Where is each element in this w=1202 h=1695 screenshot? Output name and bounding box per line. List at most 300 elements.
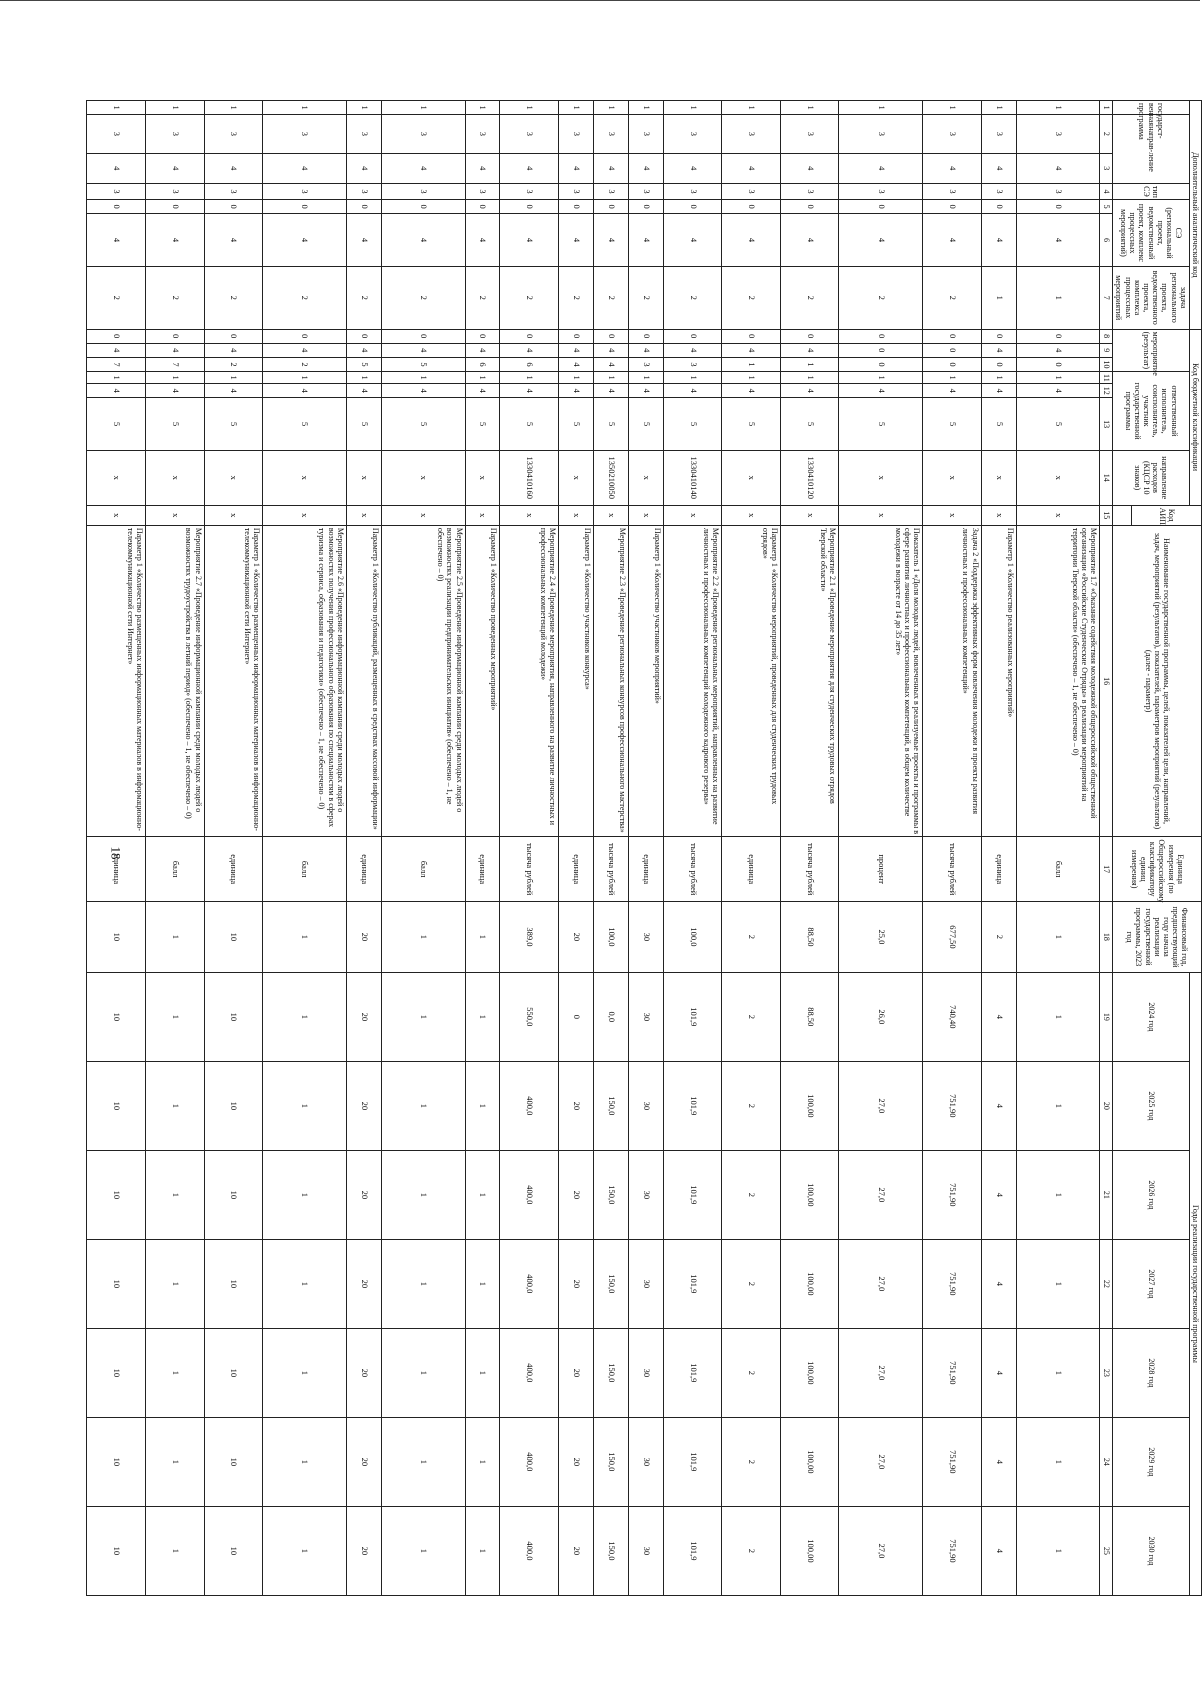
table-row — [593, 101, 628, 1596]
code-cell: 0 — [722, 329, 781, 343]
code-cell: х — [465, 450, 500, 505]
year-value-cell: 751,90 — [923, 1417, 982, 1506]
code-cell: 0 — [981, 200, 1016, 214]
base-year-cell: 2 — [722, 902, 781, 973]
year-value-cell: 100,00 — [780, 1061, 839, 1150]
header-aip-empty — [1113, 505, 1132, 525]
code-cell: 5 — [923, 398, 982, 451]
header-budget-code: Код бюджетной классификации — [1189, 329, 1201, 505]
year-value-cell: 1 — [1016, 1150, 1100, 1239]
year-value-cell: 30 — [628, 1239, 663, 1328]
code-cell: 3 — [981, 115, 1016, 153]
code-cell: 1 — [839, 101, 923, 115]
code-cell: 5 — [1016, 398, 1100, 451]
column-number: 16 — [1100, 525, 1113, 837]
unit-cell: единица — [346, 837, 381, 902]
page-number: 18 — [108, 846, 123, 860]
year-value-cell: 1 — [1016, 1239, 1100, 1328]
table-row — [465, 101, 500, 1596]
year-value-cell: 400,0 — [500, 1506, 559, 1595]
code-cell: 4 — [204, 153, 263, 183]
code-cell: 5 — [346, 357, 381, 371]
year-value-cell: 30 — [628, 1506, 663, 1595]
column-number: 21 — [1100, 1150, 1113, 1239]
code-cell: х — [1016, 505, 1100, 525]
unit-cell: единица — [465, 837, 500, 902]
table-row — [346, 101, 381, 1596]
code-cell: 0 — [263, 329, 347, 343]
code-cell: х — [839, 505, 923, 525]
code-cell: 4 — [559, 357, 594, 371]
code-cell: 1 — [923, 372, 982, 384]
code-cell: 2 — [628, 266, 663, 329]
code-cell: 0 — [1016, 357, 1100, 371]
code-cell: х — [500, 505, 559, 525]
year-value-cell: 10 — [87, 1506, 146, 1595]
column-number: 2 — [1100, 115, 1113, 153]
code-cell: х — [981, 505, 1016, 525]
year-value-cell: 100,00 — [780, 1239, 839, 1328]
year-value-cell: 1 — [465, 1061, 500, 1150]
year-value-cell: 1 — [146, 972, 205, 1061]
header-year-0: 2024 год — [1113, 972, 1190, 1061]
table-row — [981, 101, 1016, 1596]
code-cell: 1 — [500, 372, 559, 384]
header-year-6: 2030 год — [1113, 1506, 1190, 1595]
unit-cell: единица — [87, 837, 146, 902]
scan-edge-line — [0, 0, 1200, 1]
year-value-cell: 30 — [628, 1150, 663, 1239]
year-value-cell: 2 — [722, 1239, 781, 1328]
unit-cell: единица — [981, 837, 1016, 902]
code-cell: 0 — [263, 200, 347, 214]
year-value-cell: 150,0 — [593, 1061, 628, 1150]
code-cell: х — [465, 505, 500, 525]
code-cell: 1330410140 — [663, 450, 722, 505]
code-cell: 2 — [559, 266, 594, 329]
header-year-2: 2026 год — [1113, 1150, 1190, 1239]
year-value-cell: 30 — [628, 1417, 663, 1506]
code-cell: 4 — [839, 153, 923, 183]
code-cell: 1 — [722, 357, 781, 371]
code-cell: 4 — [381, 153, 465, 183]
code-cell: 0 — [839, 329, 923, 343]
code-cell: 4 — [1016, 384, 1100, 398]
year-value-cell: 2 — [722, 1150, 781, 1239]
year-value-cell: 400,0 — [500, 1061, 559, 1150]
code-cell: 4 — [628, 343, 663, 357]
code-cell: 1 — [263, 101, 347, 115]
column-number: 24 — [1100, 1417, 1113, 1506]
code-cell: 6 — [500, 357, 559, 371]
code-cell: 0 — [204, 200, 263, 214]
name-cell: Параметр 1 «Количество проведенных мероприятий» — [465, 525, 500, 837]
code-cell: 2 — [780, 266, 839, 329]
code-cell: 2 — [923, 266, 982, 329]
code-cell: 0 — [593, 329, 628, 343]
code-cell: 4 — [559, 153, 594, 183]
code-cell: 4 — [981, 153, 1016, 183]
code-cell: 1 — [780, 357, 839, 371]
column-number: 22 — [1100, 1239, 1113, 1328]
column-number: 11 — [1100, 372, 1113, 384]
year-value-cell: 101,9 — [663, 1328, 722, 1417]
code-cell: 4 — [722, 384, 781, 398]
table-row — [500, 101, 559, 1596]
column-number: 15 — [1100, 505, 1113, 525]
code-cell: 0 — [923, 329, 982, 343]
year-value-cell: 10 — [87, 1061, 146, 1150]
header-task: задача регионального проекта, ведомственного проекта, комплекса процессных мероприятий — [1113, 266, 1190, 329]
header-name: Наименование государственной программы, целей, показателей цели, направлений, задач, мероприятий (результатов), показателей, параметров мероприятий (результатов) (далее - параметр) — [1113, 525, 1202, 837]
year-value-cell: 20 — [559, 1061, 594, 1150]
code-cell: 2 — [381, 266, 465, 329]
code-cell: 4 — [663, 214, 722, 267]
year-value-cell: 2 — [722, 972, 781, 1061]
unit-cell: тысяча рублей — [923, 837, 982, 902]
year-value-cell: 10 — [87, 1150, 146, 1239]
code-cell: 3 — [923, 115, 982, 153]
table-row — [559, 101, 594, 1596]
code-cell: 1 — [981, 372, 1016, 384]
year-value-cell: 10 — [204, 1239, 263, 1328]
table-row — [663, 101, 722, 1596]
column-number: 12 — [1100, 384, 1113, 398]
year-value-cell: 100,00 — [780, 1506, 839, 1595]
year-value-cell: 1 — [1016, 1506, 1100, 1595]
year-value-cell: 1 — [465, 1239, 500, 1328]
year-value-cell: 10 — [204, 1417, 263, 1506]
year-value-cell: 751,90 — [923, 1150, 982, 1239]
code-cell: х — [204, 505, 263, 525]
year-value-cell: 4 — [981, 1061, 1016, 1150]
year-value-cell: 4 — [981, 1239, 1016, 1328]
column-number: 18 — [1100, 902, 1113, 973]
code-cell: 1 — [1016, 266, 1100, 329]
code-cell: 3 — [628, 357, 663, 371]
year-value-cell: 751,90 — [923, 1506, 982, 1595]
header-se-type: тип СЭ — [1113, 183, 1190, 199]
code-cell: 4 — [923, 153, 982, 183]
base-year-cell: 1 — [146, 902, 205, 973]
code-cell: 4 — [381, 214, 465, 267]
year-value-cell: 20 — [559, 1417, 594, 1506]
code-cell: 4 — [593, 384, 628, 398]
code-cell: 3 — [381, 183, 465, 199]
code-cell: 1 — [839, 372, 923, 384]
code-cell: 4 — [839, 384, 923, 398]
year-value-cell: 0,0 — [593, 972, 628, 1061]
column-number: 9 — [1100, 343, 1113, 357]
code-cell: 0 — [146, 200, 205, 214]
header-expense: направление расходов (КЦСР 10 знаков) — [1113, 450, 1190, 505]
year-value-cell: 1 — [146, 1328, 205, 1417]
code-cell: 1 — [465, 101, 500, 115]
code-cell: 0 — [923, 357, 982, 371]
year-value-cell: 30 — [628, 1061, 663, 1150]
year-value-cell: 1 — [381, 1239, 465, 1328]
year-value-cell: 400,0 — [500, 1150, 559, 1239]
code-cell: 1 — [663, 101, 722, 115]
base-year-cell: 88,50 — [780, 902, 839, 973]
year-value-cell: 1 — [263, 1239, 347, 1328]
header-year-1: 2025 год — [1113, 1061, 1190, 1150]
unit-cell: балл — [1016, 837, 1100, 902]
header-years-group: Годы реализации государственной программы — [1189, 972, 1201, 1595]
header-add-code: Дополнительный аналитический код — [1189, 101, 1201, 330]
header-unit: Единица измерения (по Общероссийскому классификатору единиц измерения) — [1113, 837, 1202, 902]
code-cell: 3 — [780, 115, 839, 153]
code-cell: х — [146, 505, 205, 525]
base-year-cell: 100,0 — [663, 902, 722, 973]
year-value-cell: 27,0 — [839, 1061, 923, 1150]
code-cell: 4 — [981, 343, 1016, 357]
year-value-cell: 27,0 — [839, 1150, 923, 1239]
code-cell: 0 — [465, 200, 500, 214]
year-value-cell: 20 — [346, 1417, 381, 1506]
year-value-cell: 30 — [628, 1328, 663, 1417]
code-cell: 4 — [381, 343, 465, 357]
year-value-cell: 4 — [981, 1328, 1016, 1417]
code-cell: 2 — [722, 266, 781, 329]
code-cell: 7 — [87, 357, 146, 371]
code-cell: 3 — [87, 183, 146, 199]
code-cell: 4 — [146, 153, 205, 183]
column-number: 19 — [1100, 972, 1113, 1061]
code-cell: 3 — [663, 357, 722, 371]
code-cell: х — [663, 505, 722, 525]
code-cell: 4 — [839, 214, 923, 267]
code-cell: 3 — [346, 115, 381, 153]
code-cell: 1 — [1016, 372, 1100, 384]
code-cell: 4 — [780, 153, 839, 183]
code-cell: 4 — [1016, 343, 1100, 357]
year-value-cell: 400,0 — [500, 1328, 559, 1417]
code-cell: 3 — [780, 183, 839, 199]
rotated-table-container — [112, 100, 1202, 1596]
unit-cell: процент — [839, 837, 923, 902]
code-cell: 0 — [1016, 329, 1100, 343]
year-value-cell: 150,0 — [593, 1239, 628, 1328]
code-cell: 4 — [923, 384, 982, 398]
year-value-cell: 400,0 — [500, 1417, 559, 1506]
year-value-cell: 1 — [465, 1328, 500, 1417]
code-cell: 3 — [722, 183, 781, 199]
code-cell: 0 — [1016, 200, 1100, 214]
base-year-cell: 10 — [87, 902, 146, 973]
year-value-cell: 1 — [146, 1506, 205, 1595]
code-cell: 4 — [593, 153, 628, 183]
code-cell: 7 — [146, 357, 205, 371]
year-value-cell: 20 — [559, 1150, 594, 1239]
code-cell: 1 — [780, 372, 839, 384]
program-table — [87, 100, 1202, 1596]
code-cell: 4 — [263, 384, 347, 398]
name-cell: Параметр 1 «Количество участников мероприятий» — [628, 525, 663, 837]
code-cell: 4 — [204, 384, 263, 398]
code-cell: 1 — [628, 372, 663, 384]
code-cell: х — [559, 505, 594, 525]
year-value-cell: 1 — [146, 1239, 205, 1328]
code-cell: 0 — [87, 200, 146, 214]
code-cell: 4 — [628, 214, 663, 267]
code-cell: х — [559, 450, 594, 505]
code-cell: 4 — [346, 153, 381, 183]
code-cell: х — [628, 505, 663, 525]
year-value-cell: 150,0 — [593, 1328, 628, 1417]
year-value-cell: 2 — [722, 1506, 781, 1595]
code-cell: 5 — [146, 398, 205, 451]
code-cell: 2 — [839, 266, 923, 329]
year-value-cell: 2 — [722, 1328, 781, 1417]
code-cell: 1 — [780, 101, 839, 115]
code-cell: 5 — [381, 398, 465, 451]
header-direction: направ-ление — [1113, 115, 1190, 184]
year-value-cell: 1 — [263, 1328, 347, 1417]
column-numbering-row — [1100, 101, 1113, 1596]
column-number: 3 — [1100, 153, 1113, 183]
year-value-cell: 1 — [465, 1150, 500, 1239]
year-value-cell: 10 — [87, 1328, 146, 1417]
column-number: 7 — [1100, 266, 1113, 329]
year-value-cell: 751,90 — [923, 1061, 982, 1150]
code-cell: 6 — [465, 357, 500, 371]
code-cell: 0 — [381, 329, 465, 343]
column-number: 25 — [1100, 1506, 1113, 1595]
code-cell: х — [780, 505, 839, 525]
base-year-cell: 2 — [981, 902, 1016, 973]
code-cell: 0 — [346, 329, 381, 343]
code-cell: 5 — [593, 398, 628, 451]
code-cell: 3 — [465, 183, 500, 199]
code-cell: 4 — [559, 343, 594, 357]
base-year-cell: 10 — [204, 902, 263, 973]
code-cell: 4 — [981, 214, 1016, 267]
code-cell: 4 — [146, 343, 205, 357]
year-value-cell: 10 — [204, 1328, 263, 1417]
code-cell: 0 — [87, 329, 146, 343]
code-cell: 5 — [87, 398, 146, 451]
year-value-cell: 1 — [1016, 1328, 1100, 1417]
code-cell: 3 — [1016, 183, 1100, 199]
code-cell: 3 — [839, 115, 923, 153]
base-year-cell: 1 — [263, 902, 347, 973]
year-value-cell: 20 — [346, 972, 381, 1061]
code-cell: 0 — [204, 329, 263, 343]
code-cell: х — [923, 505, 982, 525]
code-cell: 4 — [780, 214, 839, 267]
code-cell: 2 — [87, 266, 146, 329]
header-row-1 — [1189, 101, 1201, 1596]
table-row — [923, 101, 982, 1596]
code-cell: 4 — [346, 384, 381, 398]
code-cell: 3 — [87, 115, 146, 153]
code-cell: 0 — [559, 200, 594, 214]
code-cell: 4 — [559, 384, 594, 398]
code-cell: 1 — [500, 101, 559, 115]
code-cell: 1 — [923, 101, 982, 115]
table-row — [204, 101, 263, 1596]
code-cell: 4 — [628, 384, 663, 398]
base-year-cell: 389,0 — [500, 902, 559, 973]
code-cell: 4 — [263, 214, 347, 267]
code-cell: 4 — [146, 214, 205, 267]
code-cell: 4 — [981, 384, 1016, 398]
code-cell: 0 — [346, 200, 381, 214]
name-cell: Показатель 1 «Доля молодых людей, вовлеченных в реализуемые проекты и программы в сфере развития личностных и профессиональных компетенций, в общем количестве молодежи в возрасте от 14 до 35 лет» — [839, 525, 923, 837]
table-row — [1016, 101, 1100, 1596]
code-cell: 3 — [663, 115, 722, 153]
year-value-cell: 27,0 — [839, 1328, 923, 1417]
year-value-cell: 1 — [381, 1417, 465, 1506]
year-value-cell: 1 — [381, 972, 465, 1061]
year-value-cell: 27,0 — [839, 1506, 923, 1595]
year-value-cell: 27,0 — [839, 1417, 923, 1506]
year-value-cell: 20 — [346, 1239, 381, 1328]
code-cell: 0 — [500, 200, 559, 214]
code-cell: 4 — [465, 343, 500, 357]
code-cell: 1 — [628, 101, 663, 115]
header-measure: мероприятие (результат) — [1113, 329, 1190, 371]
table-row — [146, 101, 205, 1596]
code-cell: 0 — [780, 329, 839, 343]
year-value-cell: 20 — [346, 1150, 381, 1239]
code-cell: 1 — [263, 372, 347, 384]
code-cell: х — [87, 505, 146, 525]
code-cell: 0 — [628, 329, 663, 343]
code-cell: 3 — [628, 183, 663, 199]
code-cell: 1 — [204, 101, 263, 115]
code-cell: х — [593, 505, 628, 525]
code-cell: 3 — [263, 183, 347, 199]
code-cell: 1 — [346, 372, 381, 384]
year-value-cell: 101,9 — [663, 1061, 722, 1150]
year-value-cell: 751,90 — [923, 1328, 982, 1417]
table-row — [839, 101, 923, 1596]
year-value-cell: 1 — [263, 1506, 347, 1595]
code-cell: 4 — [346, 343, 381, 357]
year-value-cell: 1 — [381, 1328, 465, 1417]
code-cell: х — [263, 505, 347, 525]
code-cell: х — [722, 450, 781, 505]
code-cell: 4 — [465, 214, 500, 267]
code-cell: 1 — [146, 372, 205, 384]
year-value-cell: 26,0 — [839, 972, 923, 1061]
year-value-cell: 751,90 — [923, 1239, 982, 1328]
code-cell: 5 — [981, 398, 1016, 451]
year-value-cell: 1 — [263, 1150, 347, 1239]
code-cell: 1 — [559, 372, 594, 384]
code-cell: 2 — [500, 266, 559, 329]
header-aip-code: Код АИП — [1132, 505, 1202, 525]
code-cell: 4 — [465, 153, 500, 183]
code-cell: 1 — [593, 372, 628, 384]
code-cell: х — [722, 505, 781, 525]
year-value-cell: 1 — [465, 972, 500, 1061]
year-value-cell: 150,0 — [593, 1417, 628, 1506]
column-number: 1 — [1100, 101, 1113, 115]
code-cell: 4 — [722, 214, 781, 267]
year-value-cell: 1 — [263, 1061, 347, 1150]
name-cell: Мероприятие 2.6 «Проведение информационной кампании среди молодых людей о возможностях получения профессионального образования по специальностям в сферах туризма и сервиса, образования и педагогики» (обеспечено – 1, не обеспечено – 0) — [263, 525, 347, 837]
year-value-cell: 150,0 — [593, 1506, 628, 1595]
code-cell: 1 — [981, 266, 1016, 329]
code-cell: 1330410160 — [500, 450, 559, 505]
name-cell: Мероприятие 2.5 «Проведение информационной кампании среди молодых людей о возможностях реализации предпринимательских инициатив» (обеспечено – 1, не обеспечено – 0) — [381, 525, 465, 837]
unit-cell: единица — [204, 837, 263, 902]
code-cell: 1 — [381, 101, 465, 115]
code-cell: 1 — [981, 101, 1016, 115]
